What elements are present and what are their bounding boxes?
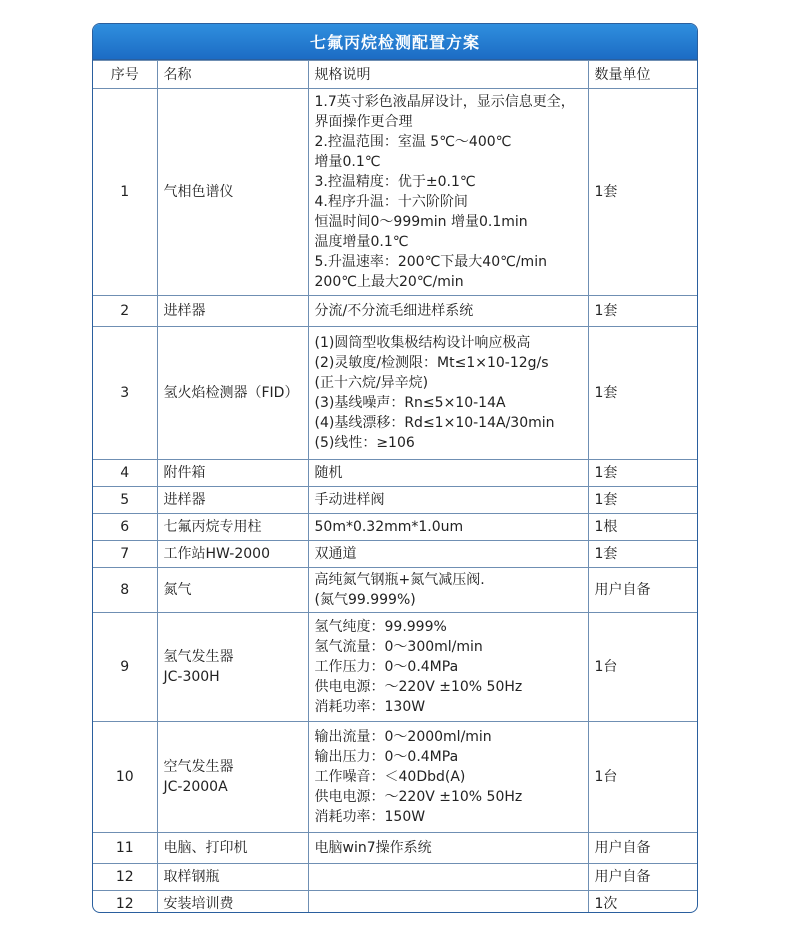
header-spec: 规格说明 — [308, 61, 588, 89]
table-title: 七氟丙烷检测配置方案 — [93, 24, 697, 60]
row-name: 氮气 — [157, 568, 308, 613]
table-row — [93, 891, 697, 914]
row-name: 工作站HW-2000 — [157, 541, 308, 568]
table-row — [93, 833, 697, 864]
row-number: 11 — [93, 833, 157, 864]
row-number: 12 — [93, 864, 157, 891]
config-table — [93, 60, 697, 913]
row-qty: 用户自备 — [588, 864, 697, 891]
table-row — [93, 296, 697, 327]
table-row — [93, 89, 697, 296]
row-qty: 1台 — [588, 722, 697, 833]
table-row — [93, 487, 697, 514]
row-number: 5 — [93, 487, 157, 514]
table-row — [93, 327, 697, 460]
row-spec: 1.7英寸彩色液晶屏设计，显示信息更全，界面操作更合理 2.控温范围：室温 5℃～400℃ 增量0.1℃ 3.控温精度：优于±0.1℃ 4.程序升温：十六阶阶间 恒温时间0～999min 增量0.1min 温度增量0.1℃ 5.升温速率：200℃下最大40℃/min 200℃上最大20℃/min — [308, 89, 588, 296]
row-qty: 1根 — [588, 514, 697, 541]
table-row — [93, 568, 697, 613]
row-spec: 双通道 — [308, 541, 588, 568]
row-name: 气相色谱仪 — [157, 89, 308, 296]
row-name: 电脑、打印机 — [157, 833, 308, 864]
row-name: 七氟丙烷专用柱 — [157, 514, 308, 541]
table-row — [93, 541, 697, 568]
row-spec: 随机 — [308, 460, 588, 487]
row-number: 10 — [93, 722, 157, 833]
row-qty: 1套 — [588, 296, 697, 327]
row-name: 安装培训费 — [157, 891, 308, 914]
row-name: 氢火焰检测器（FID） — [157, 327, 308, 460]
table-row — [93, 514, 697, 541]
row-qty: 1次 — [588, 891, 697, 914]
row-qty: 1套 — [588, 460, 697, 487]
table-row — [93, 613, 697, 722]
config-table-card — [92, 23, 698, 913]
row-name: 氢气发生器 JC-300H — [157, 613, 308, 722]
row-name: 附件箱 — [157, 460, 308, 487]
header-no: 序号 — [93, 61, 157, 89]
row-number: 9 — [93, 613, 157, 722]
row-qty: 1台 — [588, 613, 697, 722]
row-spec: 输出流量：0～2000ml/min 输出压力：0～0.4MPa 工作噪音：＜40Dbd(A) 供电电源：～220V ±10% 50Hz 消耗功率：150W — [308, 722, 588, 833]
row-name: 空气发生器 JC-2000A — [157, 722, 308, 833]
row-name: 进样器 — [157, 487, 308, 514]
row-spec: 高纯氮气钢瓶+氮气减压阀. (氮气99.999%) — [308, 568, 588, 613]
row-spec: 氢气纯度：99.999% 氢气流量：0～300ml/min 工作压力：0～0.4MPa 供电电源：～220V ±10% 50Hz 消耗功率：130W — [308, 613, 588, 722]
row-spec: 50m*0.32mm*1.0um — [308, 514, 588, 541]
row-spec: 手动进样阀 — [308, 487, 588, 514]
row-spec: (1)圆筒型收集极结构设计响应极高 (2)灵敏度/检测限：Mt≤1×10-12g/s (正十六烷/异辛烷) (3)基线噪声：Rn≤5×10-14A (4)基线漂移：Rd≤1×10-14A/30min (5)线性：≥106 — [308, 327, 588, 460]
row-number: 7 — [93, 541, 157, 568]
table-row — [93, 722, 697, 833]
row-spec — [308, 864, 588, 891]
header-row — [93, 61, 697, 89]
row-qty: 1套 — [588, 541, 697, 568]
row-name: 取样钢瓶 — [157, 864, 308, 891]
row-qty: 用户自备 — [588, 568, 697, 613]
table-row — [93, 864, 697, 891]
row-number: 3 — [93, 327, 157, 460]
row-qty: 1套 — [588, 487, 697, 514]
row-number: 6 — [93, 514, 157, 541]
row-qty: 1套 — [588, 327, 697, 460]
row-qty: 用户自备 — [588, 833, 697, 864]
row-qty: 1套 — [588, 89, 697, 296]
row-name: 进样器 — [157, 296, 308, 327]
header-qty: 数量单位 — [588, 61, 697, 89]
row-spec: 分流/不分流毛细进样系统 — [308, 296, 588, 327]
row-spec — [308, 891, 588, 914]
row-number: 8 — [93, 568, 157, 613]
table-row — [93, 460, 697, 487]
row-number: 1 — [93, 89, 157, 296]
row-number: 2 — [93, 296, 157, 327]
row-number: 4 — [93, 460, 157, 487]
row-number: 12 — [93, 891, 157, 914]
row-spec: 电脑win7操作系统 — [308, 833, 588, 864]
header-name: 名称 — [157, 61, 308, 89]
